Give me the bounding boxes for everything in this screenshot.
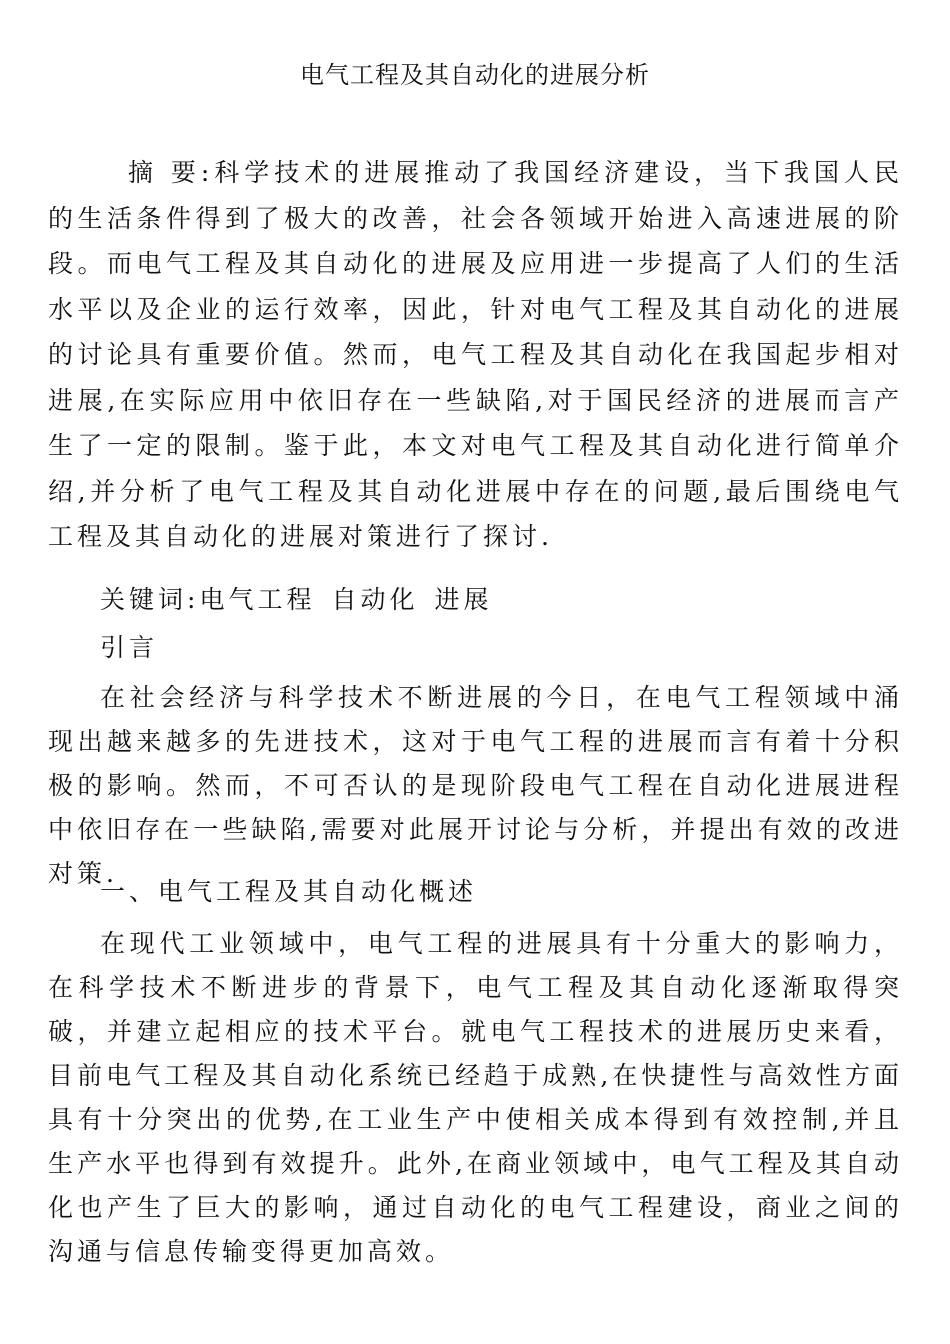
document-title: 电气工程及其自动化的进展分析 [300,61,650,89]
abstract-paragraph [48,150,903,560]
section-heading: 一、电气工程及其自动化概述 [100,877,478,906]
keywords-label: 关键词: [100,585,200,614]
section-paragraph: 在现代工业领域中，电气工程的进展具有十分重大的影响力，在科学技术不断进步的背景下，电气工程及其自动化逐渐取得突破，并建立起相应的技术平台。就电气工程技术的进展历史来看，目前电气工程及其自动化系统已经趋于成熟,在快捷性与高效性方面具有十分突出的优势,在工业生产中使相关成本得到有效控制,并且生产水平也得到有效提升。此外,在商业领域中，电气工程及其自动化也产生了巨大的影响，通过自动化的电气工程建设，商业之间的沟通与信息传输变得更加高效。 [48,929,903,1266]
keyword-item: 自动化 [331,585,419,614]
abstract-label: 摘 要: [128,158,214,187]
keywords-line [48,578,903,622]
intro-paragraph: 在社会经济与科学技术不断进展的今日，在电气工程领域中涌现出越来越多的先进技术，这对于电气工程的进展而言有着十分积极的影响。然而，不可否认的是现阶段电气工程在自动化进展进程中依旧存在一些缺陷,需要对此展开讨论与分析，并提出有效的改进对策. [48,683,903,888]
intro-heading: 引言 [100,633,159,662]
keyword-item: 进展 [434,585,493,614]
abstract-text: 科学技术的进展推动了我国经济建设，当下我国人民的生活条件得到了极大的改善，社会各领域开始进入高速进展的阶段。而电气工程及其自动化的进展及应用进一步提高了人们的生活水平以及企业的运行效率，因此，针对电气工程及其自动化的进展的讨论具有重要价值。然而，电气工程及其自动化在我国起步相对进展,在实际应用中依旧存在一些缺陷,对于国民经济的进展而言产生了一定的限制。鉴于此，本文对电气工程及其自动化进行简单介绍,并分析了电气工程及其自动化进展中存在的问题,最后围绕电气工程及其自动化的进展对策进行了探讨. [48,158,903,551]
keyword-item: 电气工程 [199,585,316,614]
